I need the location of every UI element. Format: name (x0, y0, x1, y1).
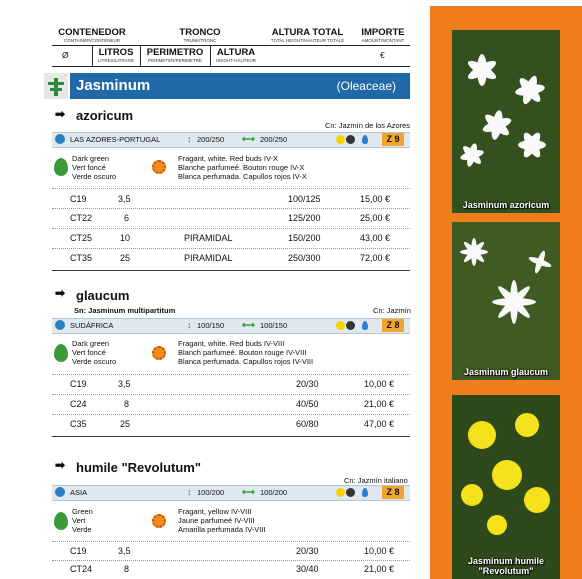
flower-description: Fragant, white. Red buds IV-VIII Blanch parfumeé. Bouton rouge IV-VIII Blanca perfumada. Capullos rojos IV-VIII (178, 339, 314, 366)
height-range: 100/150 (197, 321, 225, 330)
photo-caption: Jasminum glaucum (463, 367, 549, 377)
table-row: CT24 8 30/40 21,00 € (70, 564, 395, 574)
sun-icon (336, 488, 345, 497)
width-icon: ⟷ (242, 487, 255, 497)
origin: ASIA (70, 488, 88, 497)
common-name: Cn: Jazmín italiano (344, 476, 408, 485)
flower-description: Fragant, yellow IV-VIII Jaune parfumeé IV-VIII Amarilla perfumada IV-VIII (178, 507, 266, 534)
photo-jasminum-humile (452, 395, 560, 579)
row-divider (52, 188, 410, 189)
height-range: 200/250 (197, 135, 225, 144)
photo-caption: Jasminum humile "Revolutum" (467, 556, 545, 576)
half-shade-icon (346, 321, 355, 330)
water-drop-icon (362, 321, 368, 330)
foliage-description: Green Vert Verde (72, 507, 93, 534)
synonym-name: Sn: Jasminum multipartitum (74, 306, 176, 315)
white-flowers-illustration (452, 30, 560, 213)
globe-icon (55, 487, 65, 497)
species-name: humile "Revolutum" (76, 460, 202, 475)
zone-badge: Z 8 (382, 486, 404, 499)
width-icon: ⟷ (242, 320, 255, 330)
globe-icon (55, 320, 65, 330)
origin-bar (52, 485, 410, 501)
header-importe: IMPORTE AMOUNT/MONTANT (361, 27, 405, 43)
origin-bar (52, 132, 410, 148)
header-divider (52, 45, 410, 46)
common-name: Cn: Jazmín de los Azores (325, 121, 411, 130)
header-tronco: TRONCO TRUNK/TRONC (179, 27, 221, 43)
flower-icon (152, 346, 166, 360)
height-icon: ↕ (187, 320, 192, 330)
genus-header (70, 73, 410, 99)
zone-badge: Z 9 (382, 133, 404, 146)
table-row: C24 8 40/50 21,00 € (70, 399, 395, 409)
header-perimetro: PERIMETRO PERIMETER/PERIMETRE (146, 47, 204, 63)
sun-icon (336, 321, 345, 330)
origin-bar (52, 318, 410, 334)
euro-symbol: € (380, 50, 385, 60)
flower-icon (152, 160, 166, 174)
width-range: 100/200 (260, 488, 288, 497)
section-divider (52, 436, 410, 437)
photo-strip (430, 6, 582, 579)
leaf-icon (54, 344, 68, 362)
half-shade-icon (346, 488, 355, 497)
width-range: 100/150 (260, 321, 288, 330)
header-altura-total: ALTURA TOTAL TOTAL HEIGHT/HAUTEUR TOTALE (270, 27, 345, 43)
diameter-symbol: Ø (62, 50, 69, 60)
header-divider (52, 66, 410, 67)
arrow-icon: ➡ (55, 107, 66, 121)
leaf-icon (54, 158, 68, 176)
table-row: CT25 10 PIRAMIDAL 150/200 43,00 € (70, 233, 391, 243)
zone-badge: Z 8 (382, 319, 404, 332)
header-litros: LITROS LITRES/LITRAGE (97, 47, 135, 63)
genus-icon-block (44, 73, 68, 99)
origin: SUDÁFRICA (70, 321, 114, 330)
flower-icon (152, 514, 166, 528)
header-contenedor: CONTENEDOR CONTAINER/CONTENEUR (58, 27, 126, 43)
photo-jasminum-azoricum (452, 30, 560, 213)
leaf-icon (54, 512, 68, 530)
table-row: C19 3,5 20/30 10,00 € (70, 379, 395, 389)
table-row: CT35 25 PIRAMIDAL 250/300 72,00 € (70, 253, 391, 263)
foliage-description: Dark green Vert foncé Verde oscuro (72, 339, 117, 366)
arrow-icon: ➡ (55, 286, 66, 300)
water-drop-icon (362, 135, 368, 144)
common-name: Cn: Jazmín (373, 306, 411, 315)
water-drop-icon (362, 488, 368, 497)
globe-icon (55, 134, 65, 144)
section-divider (52, 270, 410, 271)
photo-caption: Jasminum azoricum (462, 200, 550, 210)
origin: LAS AZORES-PORTUGAL (70, 135, 161, 144)
header-altura: ALTURA HEIGHT-HAUTEUR (215, 47, 256, 63)
table-row: CT22 6 125/200 25,00 € (70, 213, 391, 223)
table-row: C19 3,5 100/125 15,00 € (70, 194, 391, 204)
foliage-description: Dark green Vert foncé Verde oscuro (72, 154, 117, 181)
width-range: 200/250 (260, 135, 288, 144)
height-range: 100/200 (197, 488, 225, 497)
width-icon: ⟷ (242, 134, 255, 144)
yellow-flowers-illustration (452, 395, 560, 579)
height-icon: ↕ (187, 134, 192, 144)
sun-icon (336, 135, 345, 144)
species-name: azoricum (76, 108, 134, 123)
species-name: glaucum (76, 288, 130, 303)
table-row: C19 3,5 20/30 10,00 € (70, 546, 395, 556)
genus-name: Jasminum (76, 77, 151, 94)
genus-family: (Oleaceae) (336, 79, 396, 93)
table-row: C35 25 60/80 47,00 € (70, 419, 395, 429)
flower-description: Fragant, white. Red buds IV-X Blanche parfumeé. Bouton rouge IV-X Blanca perfumada. Capullos rojos IV-X (178, 154, 307, 181)
half-shade-icon (346, 135, 355, 144)
photo-jasminum-glaucum (452, 222, 560, 380)
arrow-icon: ➡ (55, 458, 66, 472)
plant-icon (44, 73, 68, 99)
white-flowers-illustration (452, 222, 560, 380)
height-icon: ↕ (187, 487, 192, 497)
